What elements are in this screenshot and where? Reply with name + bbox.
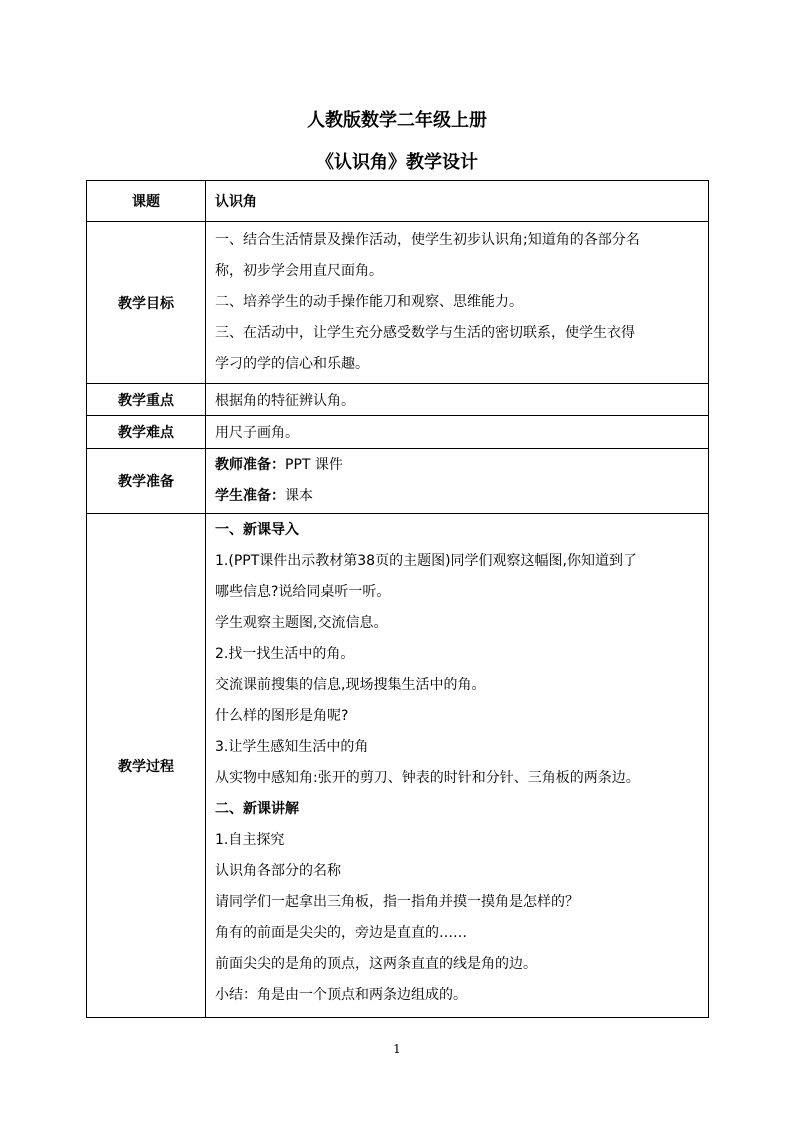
key-value: 根据角的特征辨认角。 [215, 392, 355, 409]
process-line: 哪些信息?说给同桌听一听。 [215, 584, 391, 600]
table-row-goals [87, 222, 709, 384]
table-row-prep [87, 449, 709, 514]
process-line: 1.(PPT课件出示教材第38页的主题图)同学们观察这幅图,你知道到了 [215, 553, 637, 569]
goals-label: 教学目标 [87, 222, 206, 384]
page-number: 1 [393, 1042, 401, 1056]
process-line: 角有的前面是尖尖的，旁边是直直的…… [215, 925, 467, 941]
process-line: 3.让学生感知生活中的角 [215, 739, 369, 755]
goals-line: 称，初步学会用直尺面角。 [215, 263, 383, 279]
process-line: 什么样的图形是角呢? [215, 708, 349, 724]
goals-line: 学刁的学的信心和乐趣。 [215, 356, 369, 372]
lesson-plan-table [86, 180, 709, 1018]
process-line: 前面尖尖的是角的顶点，这两条直直的线是角的边。 [215, 956, 537, 972]
process-line: 认识角各部分的名称 [215, 863, 341, 879]
goals-line: 一、结合生活情景及操作活动，使学生初步认识角;知道角的各部分名 [215, 232, 640, 248]
key-label: 教学重点 [87, 384, 206, 416]
process-label: 教学过程 [87, 514, 206, 1018]
process-line: 2.找一找生活中的角。 [215, 646, 355, 662]
table-row-process [87, 514, 709, 1018]
goals-line: 三、在活动中，让学生充分感受数学与生活的密切联系，使学生衣得 [215, 325, 635, 341]
document-subtitle: 《认识角》教学设计 [316, 152, 478, 173]
process-line: 从实物中感知角:张开的剪刀、钟表的时针和分针、三角板的两条边。 [215, 770, 640, 786]
process-heading: 二、新课讲解 [215, 801, 299, 817]
table-row-topic [87, 181, 709, 222]
student-prep-value: 课本 [285, 488, 313, 504]
process-line: 小结：角是由一个顶点和两条边组成的。 [215, 987, 467, 1003]
student-prep-label: 学生准备： [215, 488, 285, 504]
process-line: 学生观察主题图,交流信息。 [215, 615, 388, 631]
process-line: 交流课前搜集的信息,现场搜集生活中的角。 [215, 677, 486, 693]
document-title: 人教版数学二年级上册 [307, 110, 487, 131]
teacher-prep [215, 450, 702, 481]
process-heading: 一、新课导入 [215, 522, 299, 538]
table-row-key [87, 384, 709, 416]
topic-value: 认识角 [215, 194, 257, 210]
process-line: 1.自主探究 [215, 832, 285, 848]
student-prep [215, 481, 702, 512]
table-row-difficulty [87, 416, 709, 449]
teacher-prep-value: PPT 课件 [285, 457, 343, 473]
prep-label: 教学准备 [87, 449, 206, 514]
goals-line: 二、培养学生的动手操作能刀和观察、思维能力。 [215, 294, 523, 310]
topic-label: 课题 [87, 181, 206, 222]
difficulty-value: 用尺子画角。 [215, 425, 299, 441]
teacher-prep-label: 教师准备： [215, 457, 285, 473]
difficulty-label: 教学难点 [87, 416, 206, 449]
process-line: 请同学们一起拿出三角板，指一指角并摸一摸角是怎样的？ [215, 894, 579, 910]
